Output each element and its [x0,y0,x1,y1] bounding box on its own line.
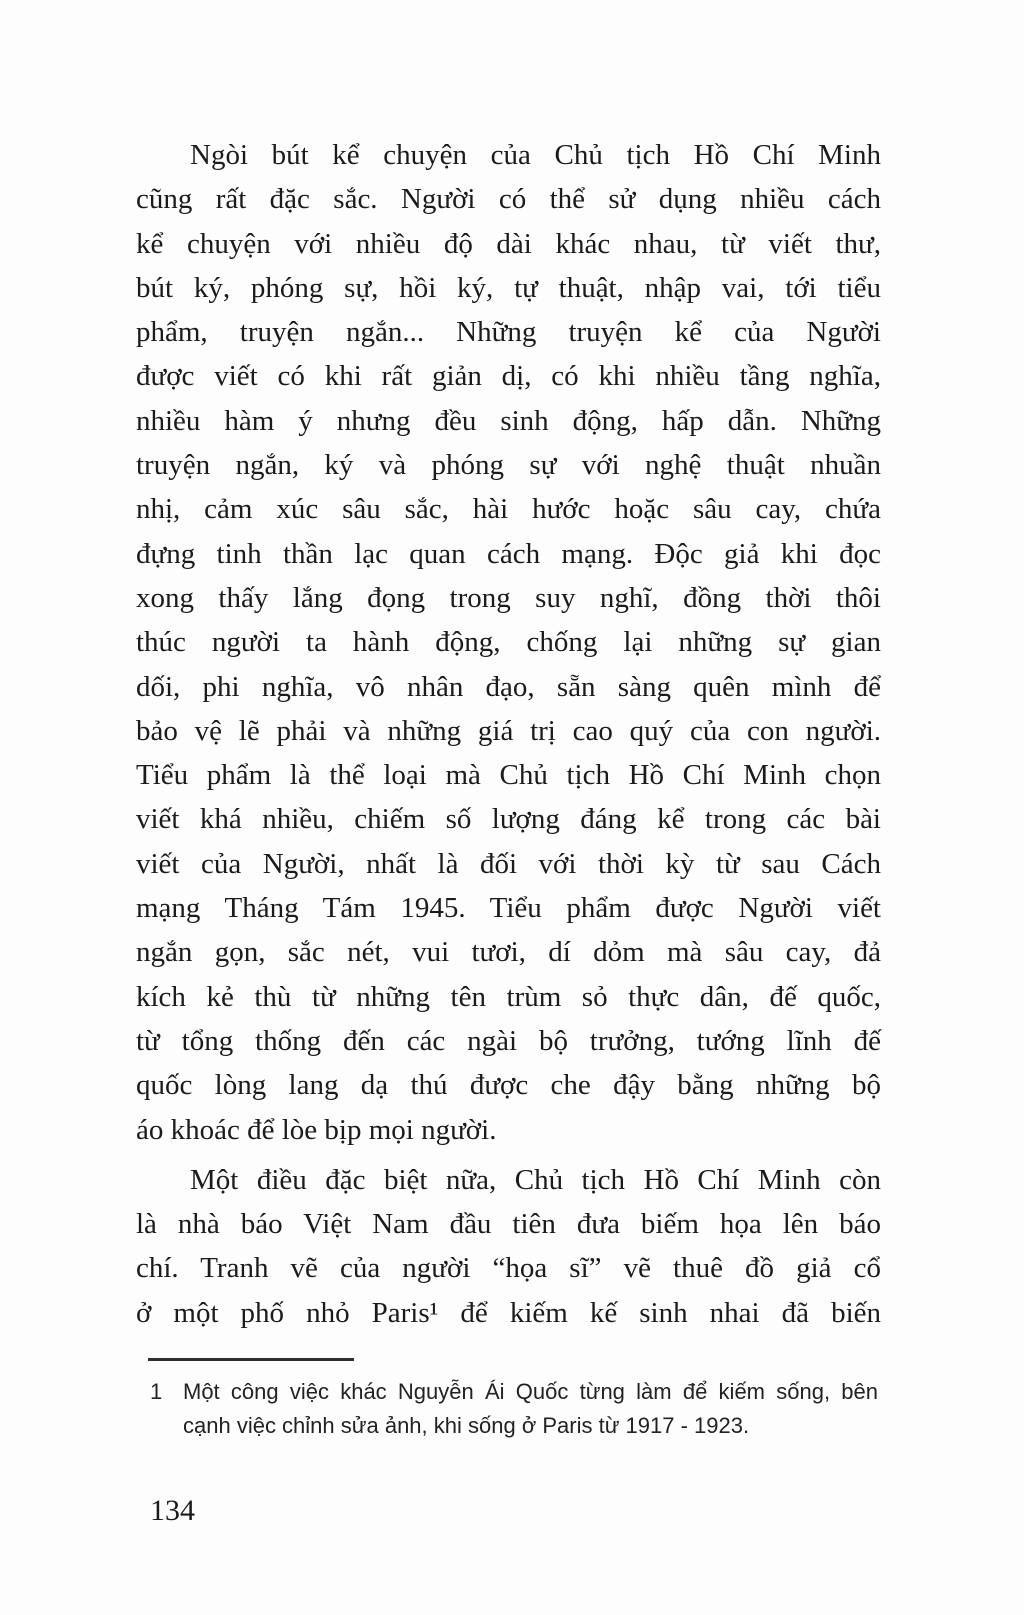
text-line: bút ký, phóng sự, hồi ký, tự thuật, nhập vai, tới tiểu [136,271,881,304]
text-line: kích kẻ thù từ những tên trùm sỏ thực dân, đế quốc, [136,980,881,1013]
text-line: nhiều hàm ý nhưng đều sinh động, hấp dẫn. Những [136,404,881,437]
paragraph-2 [136,1158,881,1335]
text-line: cạnh việc chỉnh sửa ảnh, khi sống ở Paris từ 1917 - 1923. [183,1413,750,1438]
text-line: là nhà báo Việt Nam đầu tiên đưa biếm họa lên báo [136,1208,881,1241]
text-line: Tiểu phẩm là thể loại mà Chủ tịch Hồ Chí Minh chọn [136,759,881,792]
text-line: nhị, cảm xúc sâu sắc, hài hước hoặc sâu cay, chứa [136,493,881,526]
footnote [150,1375,880,1443]
text-line: ngắn gọn, sắc nét, vui tươi, dí dỏm mà sâu cay, đả [136,936,881,969]
text-line: truyện ngắn, ký và phóng sự với nghệ thuật nhuần [136,449,881,482]
text-line: kể chuyện với nhiều độ dài khác nhau, từ viết thư, [136,227,881,260]
text-line: Một điều đặc biệt nữa, Chủ tịch Hồ Chí Minh còn [190,1163,881,1196]
text-line: xong thấy lắng đọng trong suy nghĩ, đồng thời thôi [136,581,881,614]
text-line: áo khoác để lòe bịp mọi người. [136,1113,497,1146]
text-line: viết của Người, nhất là đối với thời kỳ từ sau Cách [136,847,881,880]
text-line: cũng rất đặc sắc. Người có thể sử dụng nhiều cách [136,183,881,216]
text-line: được viết có khi rất giản dị, có khi nhiều tầng nghĩa, [136,360,881,393]
text-line: Ngòi bút kể chuyện của Chủ tịch Hồ Chí Minh [190,139,881,171]
text-line: từ tổng thống đến các ngài bộ trưởng, tướng lĩnh đế [136,1024,881,1057]
text-line: chí. Tranh vẽ của người “họa sĩ” vẽ thuê đồ giả cổ [136,1252,881,1285]
paragraph-1 [136,133,881,1152]
text-line: mạng Tháng Tám 1945. Tiểu phẩm được Người viết [136,892,881,925]
text-line: Một công việc khác Nguyễn Ái Quốc từng làm để kiếm sống, bên [183,1379,878,1404]
text-line: viết khá nhiều, chiếm số lượng đáng kể trong các bài [136,803,881,836]
text-line: ở một phố nhỏ Paris¹ để kiếm kế sinh nhai đã biến [136,1296,881,1329]
text-line: đựng tinh thần lạc quan cách mạng. Độc giả khi đọc [136,537,881,570]
page-number: 134 [150,1494,195,1527]
text-line: thúc người ta hành động, chống lại những sự gian [136,626,881,659]
text-line: bảo vệ lẽ phải và những giá trị cao quý của con người. [136,714,881,747]
text-line: dối, phi nghĩa, vô nhân đạo, sẵn sàng quên mình để [136,670,881,703]
footnote-separator [148,1358,354,1361]
footnote-text [183,1375,878,1443]
page-body [136,133,881,1335]
text-line: quốc lòng lang dạ thú được che đậy bằng những bộ [136,1069,881,1102]
text-line: phẩm, truyện ngắn... Những truyện kể của Người [136,316,881,349]
footnote-marker: 1 [150,1379,163,1404]
